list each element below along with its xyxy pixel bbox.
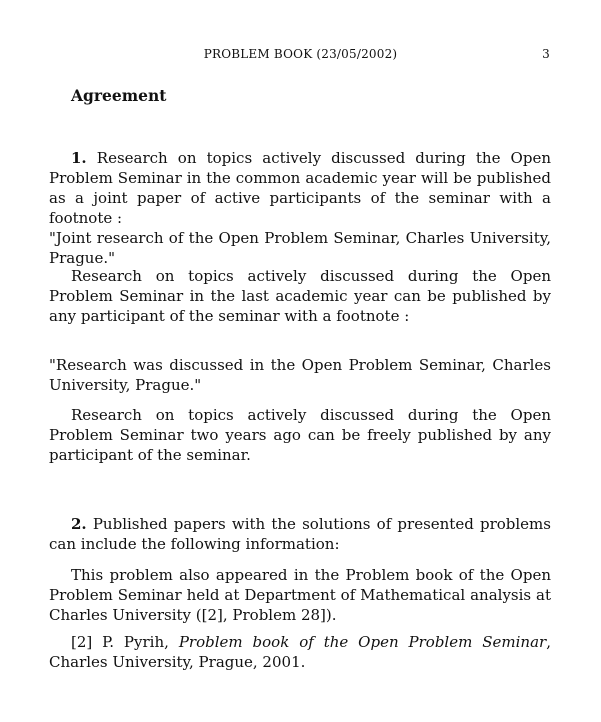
reference-author: P. Pyrih, — [102, 633, 169, 651]
discussed-quote: "Research was discussed in the Open Problem Seminar, Charles University, Prague." — [49, 356, 551, 394]
joint-research-quote: "Joint research of the Open Problem Seminar, Charles University, Prague." — [49, 229, 551, 267]
item-2-text: Published papers with the solutions of presented problems can include the following information: — [49, 515, 551, 553]
two-years-text: Research on topics actively discussed during the Open Problem Seminar two years ago can be freely published by any participant of the seminar. — [49, 406, 551, 464]
joint-research-footnote — [49, 228, 551, 268]
reference-rest: , Charles University, Prague, 2001. — [49, 633, 551, 671]
problem-book-info-paragraph — [49, 565, 551, 625]
reference-label: [2] — [71, 633, 93, 651]
item-1-paragraph — [49, 148, 551, 228]
problem-book-info-text: This problem also appeared in the Problem book of the Open Problem Seminar held at Department of Mathematical analysis at Charles University ([2], Problem 28]). — [49, 566, 551, 624]
page-header — [0, 47, 601, 65]
section-title: Agreement — [71, 86, 167, 105]
two-years-paragraph — [49, 405, 551, 465]
discussed-footnote — [49, 355, 551, 395]
item-1-text: Research on topics actively discussed during the Open Problem Seminar in the common academic year will be published as a joint paper of active participants of the seminar with a footnote : — [49, 149, 551, 227]
reference-entry — [49, 632, 551, 672]
item-2-paragraph — [49, 514, 551, 554]
header-title: PROBLEM BOOK (23/05/2002) — [203, 47, 398, 61]
page-number: 3 — [542, 47, 550, 61]
reference-title: Problem book of the Open Problem Seminar — [178, 633, 547, 651]
last-year-text: Research on topics actively discussed during the Open Problem Seminar in the last academic year can be published by any participant of the seminar with a footnote : — [49, 267, 551, 325]
last-year-paragraph — [49, 266, 551, 326]
item-2-number: 2. — [71, 515, 87, 533]
item-1-number: 1. — [71, 149, 87, 167]
